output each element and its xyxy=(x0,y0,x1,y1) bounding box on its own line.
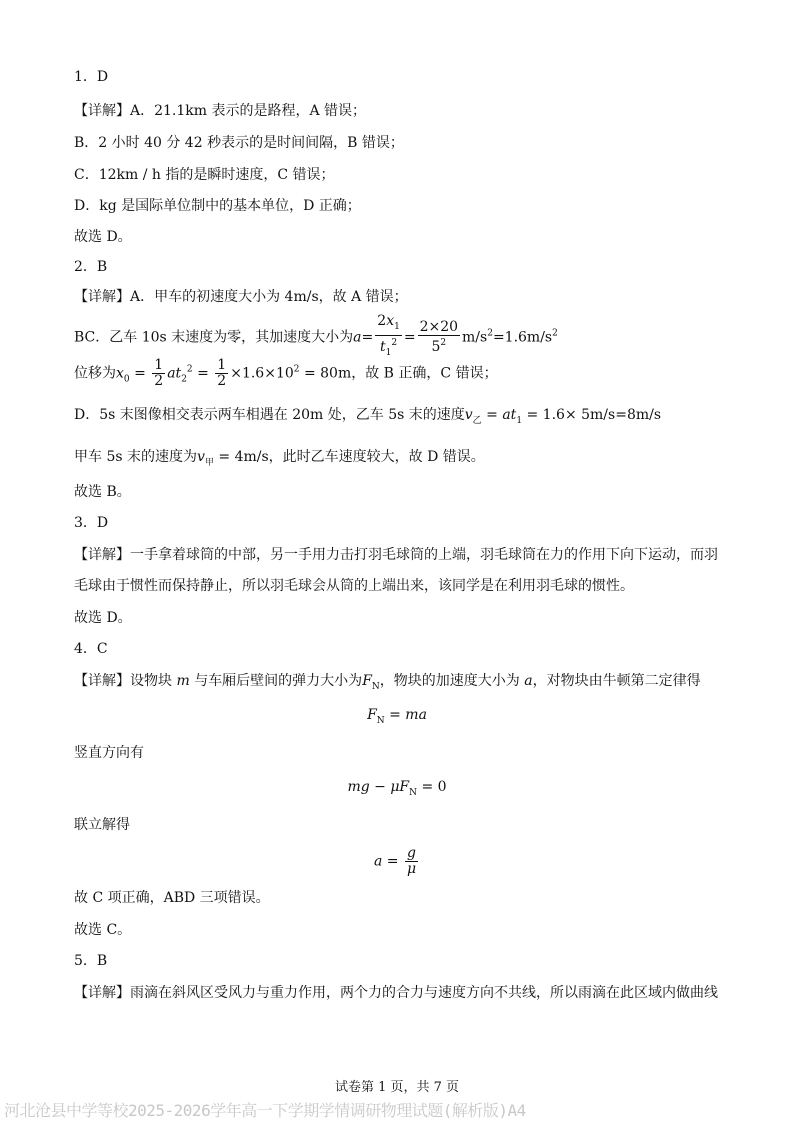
q4-result: 故 C 项正确，ABD 三项错误。 xyxy=(74,890,270,906)
q4-detail-mid2: ，物块的加速度大小为 xyxy=(379,673,520,689)
q4-detail-prefix: 【详解】设物块 xyxy=(74,673,172,689)
q1-detail-d: D．kg 是国际单位制中的基本单位，D 正确； xyxy=(74,198,361,214)
q2-detail-d-text: D．5s 末图像相交表示两车相遇在 20m 处，乙车 5s 末的速度 xyxy=(74,407,465,423)
q4-equation-result: a = $\frac{g}{\mu}$ xyxy=(373,845,417,877)
q2-car-a-prefix: 甲车 5s 末的速度为 xyxy=(74,449,197,465)
q2-conclusion: 故选 B。 xyxy=(74,484,131,500)
q1-answer: 1．D xyxy=(74,69,109,85)
q4-vertical: 竖直方向有 xyxy=(74,745,144,761)
q2-answer: 2．B xyxy=(74,259,108,275)
q2-displacement-prefix: 位移为 xyxy=(74,365,116,382)
q3-conclusion: 故选 D。 xyxy=(74,610,132,626)
q5-answer: 5．B xyxy=(74,953,108,969)
q1-detail-a: 【详解】A．21.1km 表示的是路程，A 错误； xyxy=(74,103,367,119)
q3-detail-2: 毛球由于惯性而保持静止，所以羽毛球会从筒的上端出来，该同学是在利用羽毛球的惯性。 xyxy=(74,578,634,594)
q2-detail-bc-text: BC．乙车 10s 末速度为零，其加速度大小为 xyxy=(74,329,354,346)
page-footer: 试卷第 1 页，共 7 页 xyxy=(334,1080,460,1095)
q4-conclusion: 故选 C。 xyxy=(74,922,132,938)
q4-equation-vertical: mg − $\mu F_N = 0$ xyxy=(347,779,447,798)
q4-equation-newton: $F_N$ = ma xyxy=(367,707,427,726)
q3-answer: 3．D xyxy=(74,515,109,531)
q4-detail-suffix: ，对物块由牛顿第二定律得 xyxy=(532,673,701,689)
q2-car-a-suffix: ，此时乙车速度较大，故 D 错误。 xyxy=(268,449,485,465)
q3-detail-1: 【详解】一手拿着球筒的中部，另一手用力击打羽毛球筒的上端，羽毛球筒在力的作用下向下运动，而羽 xyxy=(74,547,718,563)
q1-detail-b: B．2 小时 40 分 42 秒表示的是时间间隔，B 错误； xyxy=(74,135,404,151)
q2-detail-a: 【详解】A．甲车的初速度大小为 4m/s，故 A 错误； xyxy=(74,289,408,305)
watermark: 河北沧县中学等校2025-2026学年高一下学期学情调研物理试题(解析版)A4 xyxy=(4,1101,526,1120)
q1-conclusion: 故选 D。 xyxy=(74,229,132,245)
q2-car-a-speed: 甲车 5s 末的速度为$v_甲 = 4m/s$，此时乙车速度较大，故 D 错误。 xyxy=(74,449,485,468)
q2-detail-bc: BC．乙车 10s 末速度为零，其加速度大小为a= $\frac{2x_1}{t_1^2}$ = $\frac{2\times 20}{5^2}$ $m/s^2=1.6m/s^2$ xyxy=(74,313,558,358)
q4-detail-mid1: 与车厢后壁间的弹力大小为 xyxy=(194,673,363,689)
q2-detail-d: D．5s 末图像相交表示两车相遇在 20m 处，乙车 5s 末的速度$v_乙 = at_1 = 1.6\times 5m/s=8m/s$ xyxy=(74,407,662,426)
q2-displacement-suffix: ，故 B 正确，C 错误； xyxy=(351,365,498,382)
q4-answer: 4．C xyxy=(74,641,108,657)
q4-detail: 【详解】设物块 m 与车厢后壁间的弹力大小为$F_N$，物块的加速度大小为 a，对物块由牛顿第二定律得 xyxy=(74,673,701,692)
q5-detail-1: 【详解】雨滴在斜风区受风力与重力作用，两个力的合力与速度方向不共线，所以雨滴在此区域内做曲线 xyxy=(74,985,718,1001)
q4-combine: 联立解得 xyxy=(74,817,130,833)
q1-detail-c: C．12km / h 指的是瞬时速度，C 错误； xyxy=(74,167,335,183)
q2-displacement: 位移为$x_0$ = $\frac{1}{2}$ $at_2^2$ = $\frac{1}{2}$ $\times 1.6\times 10^2 = 80m$，故 B 正确，C 错误； xyxy=(74,357,498,389)
